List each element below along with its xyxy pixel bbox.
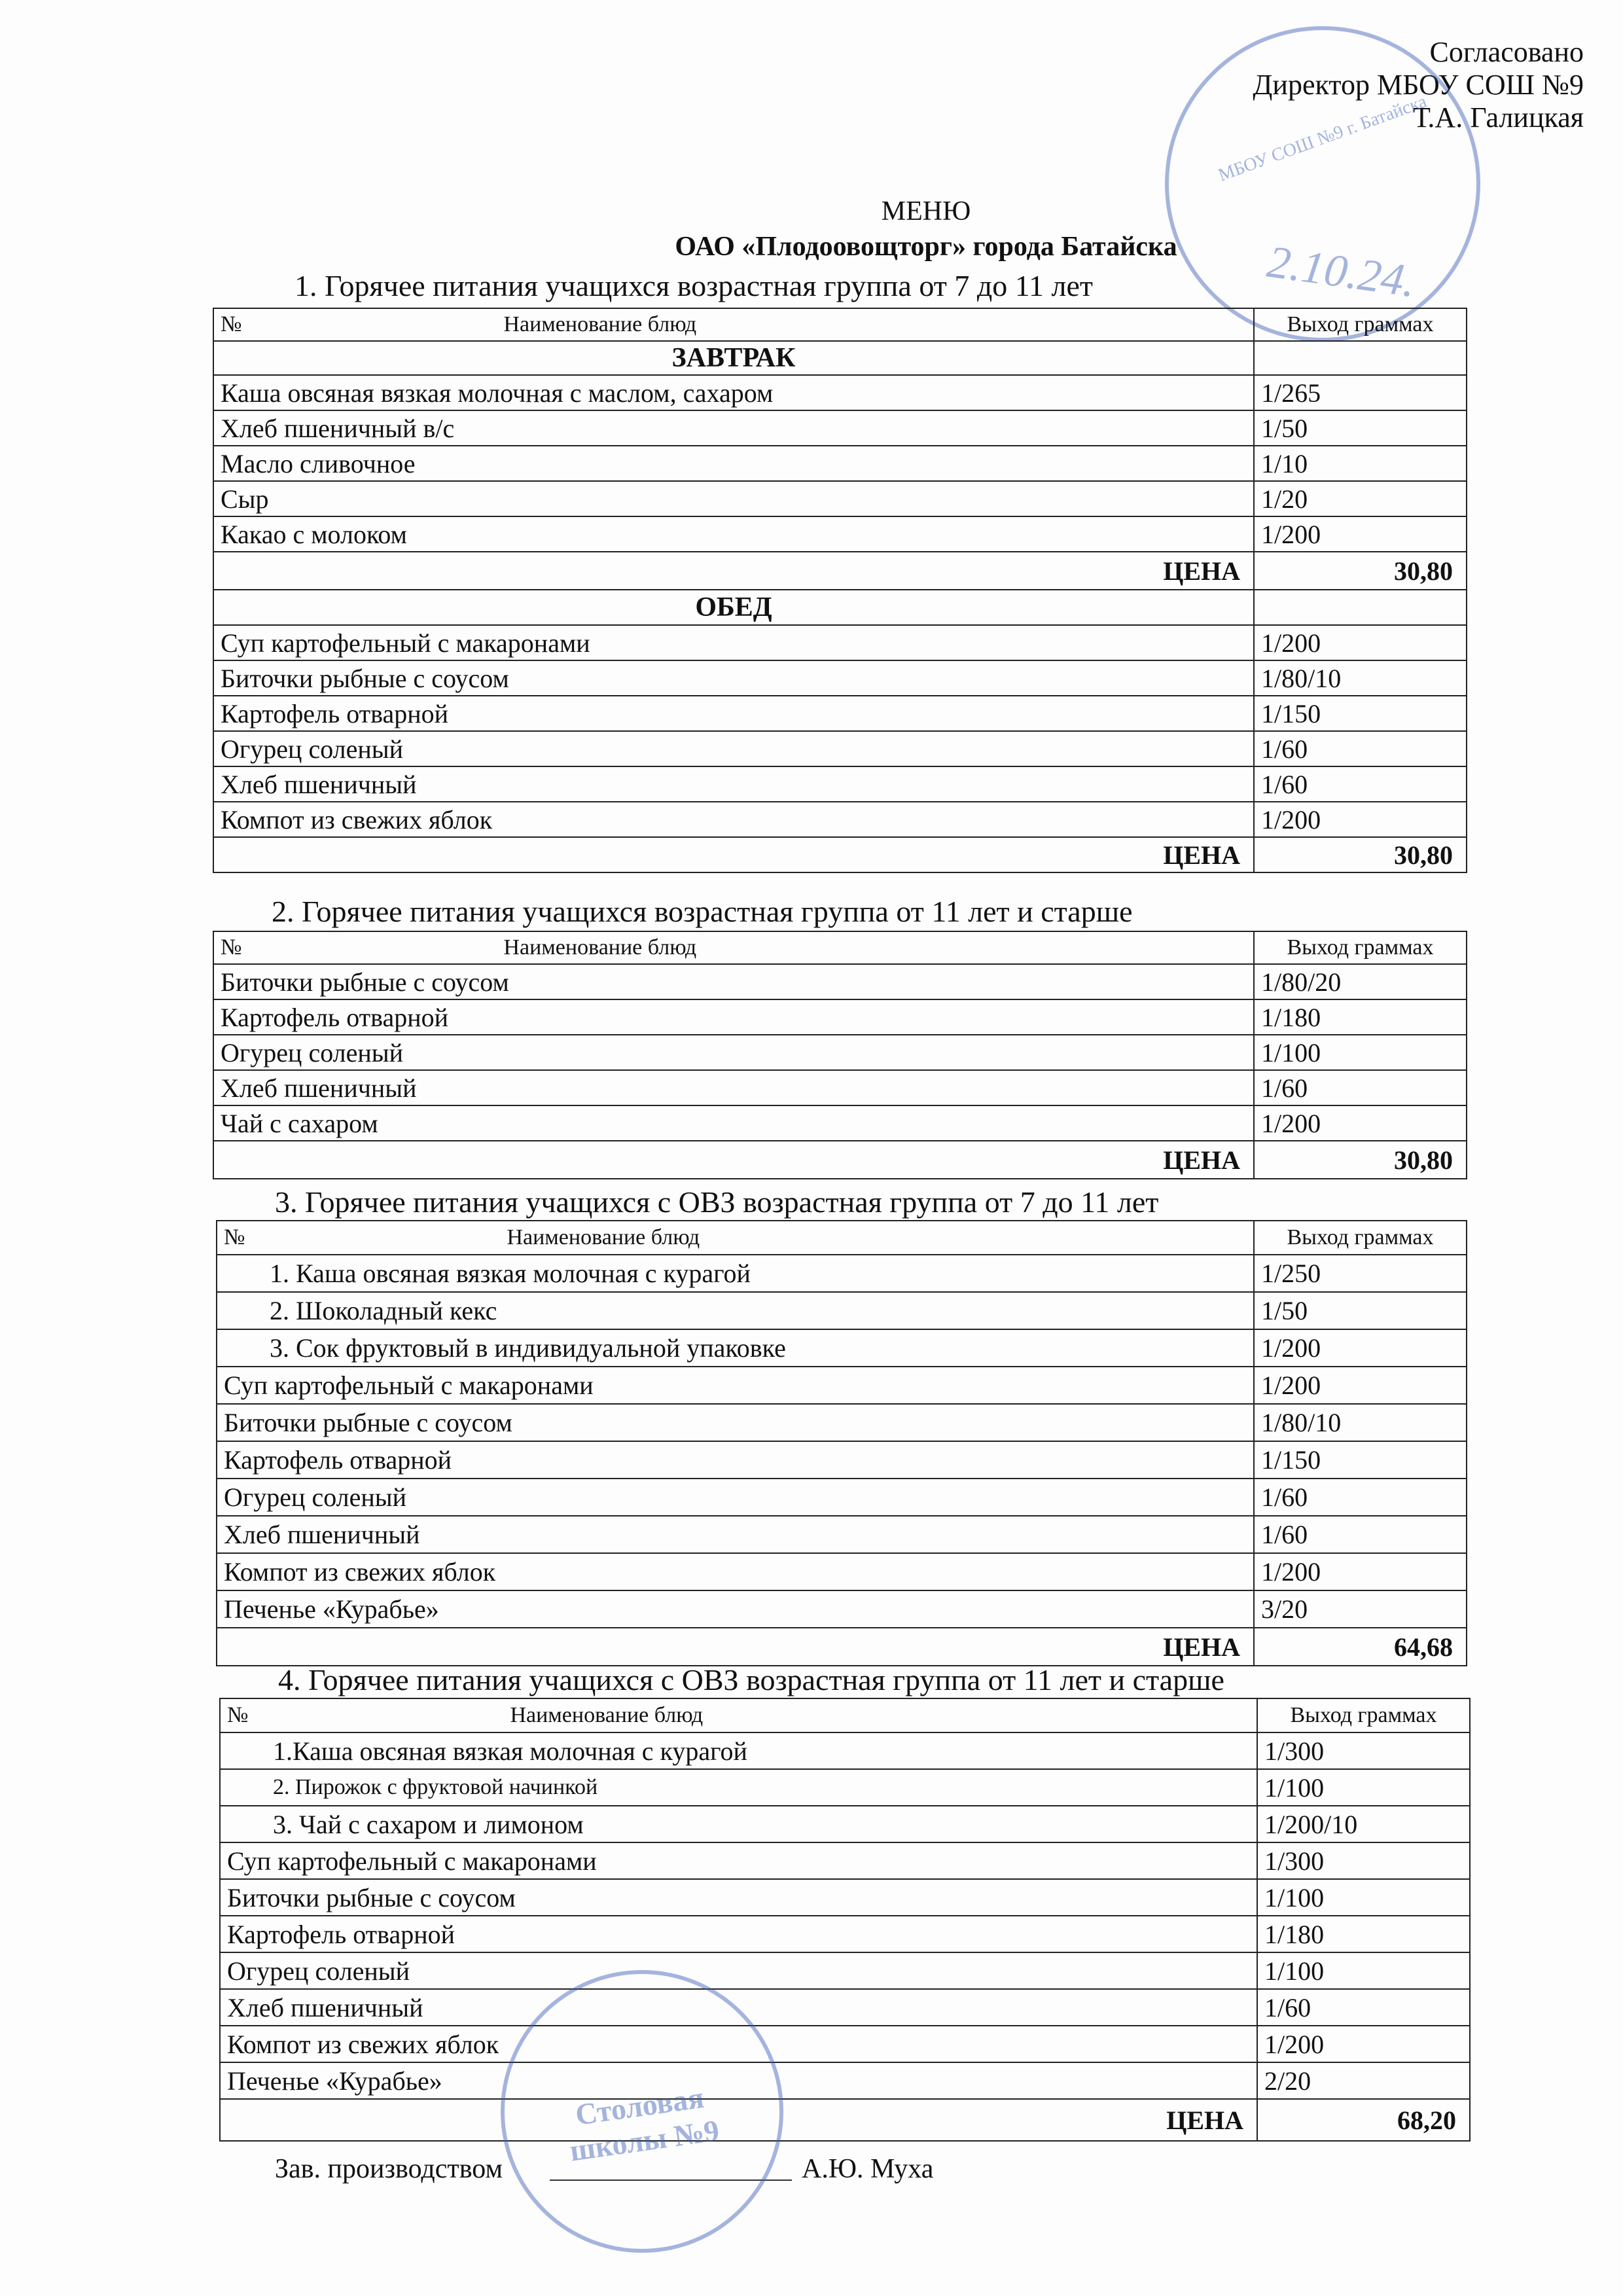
dish-output: 1/300 (1257, 1842, 1470, 1879)
dish-output: 1/150 (1254, 696, 1467, 731)
table-row (213, 481, 1467, 516)
dish-output: 3/20 (1254, 1590, 1467, 1628)
stamp-top-text: МБОУ СОШ №9 г. Батайска (1215, 91, 1430, 186)
dish-name: Огурец соленый (213, 731, 1254, 766)
stamp-date: 2.10.24. (1264, 236, 1419, 308)
dish-name: Биточки рыбные с соусом (213, 660, 1254, 696)
dish-output: 1/250 (1254, 1255, 1467, 1292)
dish-output: 1/50 (1254, 410, 1467, 446)
dish-output: 1/200 (1254, 1105, 1467, 1141)
table-row (213, 516, 1467, 552)
dish-name: Картофель отварной (213, 696, 1254, 731)
col-out: Выход граммах (1254, 931, 1467, 964)
table-header (213, 308, 1467, 341)
dish-name: Сыр (213, 481, 1254, 516)
dish-output: 1/10 (1254, 446, 1467, 481)
page-title: МЕНЮ (881, 196, 971, 226)
table-row (220, 1916, 1470, 1952)
dish-output: 1/200 (1254, 1367, 1467, 1404)
table-row (213, 964, 1467, 999)
breakfast-row (213, 341, 1467, 375)
table-row (220, 2026, 1470, 2062)
canteen-stamp-bottom (501, 1970, 783, 2253)
dish-name: Биточки рыбные с соусом (213, 964, 1254, 999)
dish-output: 1/50 (1254, 1292, 1467, 1329)
table-row (217, 1329, 1467, 1367)
breakfast-label: ЗАВТРАК (213, 341, 1254, 375)
price-label: ЦЕНА (217, 1628, 1254, 1666)
price-row (213, 837, 1467, 872)
table-row (213, 625, 1467, 660)
table-row (213, 766, 1467, 802)
table-header (213, 931, 1467, 964)
price-label: ЦЕНА (213, 837, 1254, 872)
table-row (220, 1842, 1470, 1879)
price-label: ЦЕНА (213, 552, 1254, 590)
col-num: № (221, 312, 242, 336)
col-name: Наименование блюд (510, 1703, 704, 1727)
lunch-label: ОБЕД (213, 590, 1254, 625)
col-name: Наименование блюд (507, 1225, 700, 1249)
table-row (213, 410, 1467, 446)
dish-output: 1/150 (1254, 1441, 1467, 1479)
dish-name: Каша овсяная вязкая молочная с маслом, сахаром (213, 375, 1254, 410)
dish-name: Печенье «Курабье» (220, 2062, 1257, 2099)
dish-output: 1/200 (1254, 516, 1467, 552)
lunch-row (213, 590, 1467, 625)
table-row (217, 1553, 1467, 1590)
dish-output: 1/80/20 (1254, 964, 1467, 999)
table-row (217, 1404, 1467, 1441)
dish-name: 1.Каша овсяная вязкая молочная с курагой (220, 1732, 1257, 1769)
table-row (217, 1516, 1467, 1553)
table-row (217, 1479, 1467, 1516)
col-num: № (224, 1225, 245, 1249)
menu-table-1 (213, 308, 1467, 873)
dish-output: 1/100 (1257, 1879, 1470, 1916)
table-row (220, 1769, 1470, 1806)
section-4-title: 4. Горячее питания учащихся с ОВЗ возрастная группа от 11 лет и старше (278, 1663, 1224, 1696)
table-row (220, 1879, 1470, 1916)
price-row (220, 2099, 1470, 2141)
col-out: Выход граммах (1254, 1221, 1467, 1255)
table-row (217, 1292, 1467, 1329)
dish-name: Огурец соленый (217, 1479, 1254, 1516)
dish-output: 1/100 (1257, 1769, 1470, 1806)
table-row (213, 660, 1467, 696)
dish-name: Чай с сахаром (213, 1105, 1254, 1141)
dish-output: 1/200 (1254, 1329, 1467, 1367)
table-row (213, 999, 1467, 1035)
section-3-title: 3. Горячее питания учащихся с ОВЗ возрастная группа от 7 до 11 лет (275, 1185, 1159, 1219)
dish-name: Картофель отварной (220, 1916, 1257, 1952)
dish-name: Суп картофельный с макаронами (217, 1367, 1254, 1404)
dish-name: Компот из свежих яблок (213, 802, 1254, 837)
table-header (220, 1698, 1470, 1732)
dish-output: 1/60 (1254, 1479, 1467, 1516)
dish-output: 1/300 (1257, 1732, 1470, 1769)
price-row (213, 552, 1467, 590)
dish-name: Биточки рыбные с соусом (220, 1879, 1257, 1916)
dish-output: 1/180 (1257, 1916, 1470, 1952)
table-row (213, 375, 1467, 410)
col-out: Выход граммах (1257, 1698, 1470, 1732)
table-row (220, 1952, 1470, 1989)
col-name: Наименование блюд (503, 935, 697, 960)
dish-name: Картофель отварной (213, 999, 1254, 1035)
stamp-bottom-text: Столовая школы №9 (567, 2080, 721, 2168)
section-1-title: 1. Горячее питания учащихся возрастная группа от 7 до 11 лет (294, 269, 1094, 302)
table-row (217, 1441, 1467, 1479)
dish-name: Какао с молоком (213, 516, 1254, 552)
table-row (217, 1367, 1467, 1404)
price-value: 30,80 (1254, 837, 1467, 872)
dish-output: 1/200/10 (1257, 1806, 1470, 1842)
dish-name: Хлеб пшеничный (213, 766, 1254, 802)
dish-output: 1/60 (1254, 731, 1467, 766)
price-row (213, 1141, 1467, 1179)
dish-output: 1/60 (1257, 1989, 1470, 2026)
dish-output: 1/60 (1254, 1516, 1467, 1553)
dish-name: Хлеб пшеничный (217, 1516, 1254, 1553)
table-row (220, 1806, 1470, 1842)
price-label: ЦЕНА (220, 2099, 1257, 2141)
table-row (213, 696, 1467, 731)
dish-name: 3. Сок фруктовый в индивидуальной упаковке (217, 1329, 1254, 1367)
dish-output: 1/60 (1254, 1070, 1467, 1105)
dish-name: Картофель отварной (217, 1441, 1254, 1479)
dish-output: 1/200 (1254, 625, 1467, 660)
dish-output: 1/80/10 (1254, 660, 1467, 696)
dish-name: 1. Каша овсяная вязкая молочная с курагой (217, 1255, 1254, 1292)
section-2-title: 2. Горячее питания учащихся возрастная группа от 11 лет и старше (272, 895, 1133, 928)
menu-table-3 (216, 1220, 1467, 1666)
footer-role: Зав. производством (275, 2154, 503, 2184)
table-row (213, 1105, 1467, 1141)
dish-output: 1/200 (1254, 802, 1467, 837)
dish-name: Масло сливочное (213, 446, 1254, 481)
footer-name: А.Ю. Муха (802, 2154, 934, 2184)
dish-name: Печенье «Курабье» (217, 1590, 1254, 1628)
price-row (217, 1628, 1467, 1666)
dish-output: 1/60 (1254, 766, 1467, 802)
dish-name: 3. Чай с сахаром и лимоном (220, 1806, 1257, 1842)
dish-output: 1/20 (1254, 481, 1467, 516)
dish-output: 1/100 (1254, 1035, 1467, 1070)
dish-name: Хлеб пшеничный (213, 1070, 1254, 1105)
dish-name: Хлеб пшеничный в/с (213, 410, 1254, 446)
price-value: 30,80 (1254, 552, 1467, 590)
dish-name: 2. Шоколадный кекс (217, 1292, 1254, 1329)
dish-name: Огурец соленый (220, 1952, 1257, 1989)
dish-name: Компот из свежих яблок (220, 2026, 1257, 2062)
col-name: Наименование блюд (503, 312, 697, 336)
table-row (220, 1989, 1470, 2026)
school-stamp-top (1165, 26, 1480, 342)
table-row (213, 802, 1467, 837)
menu-table-2 (213, 931, 1467, 1179)
dish-name: Суп картофельный с макаронами (213, 625, 1254, 660)
table-row (220, 2062, 1470, 2099)
approval-line-3: Т.А. Галицкая (1412, 101, 1584, 134)
table-header (217, 1221, 1467, 1255)
table-row (213, 1070, 1467, 1105)
dish-output: 2/20 (1257, 2062, 1470, 2099)
dish-output: 1/200 (1254, 1553, 1467, 1590)
price-value: 64,68 (1254, 1628, 1467, 1666)
dish-name: Хлеб пшеничный (220, 1989, 1257, 2026)
dish-output: 1/180 (1254, 999, 1467, 1035)
table-row (217, 1255, 1467, 1292)
price-value: 30,80 (1254, 1141, 1467, 1179)
organization: ОАО «Плодоовощторг» города Батайска (675, 232, 1177, 262)
dish-name: Компот из свежих яблок (217, 1553, 1254, 1590)
dish-name: 2. Пирожок с фруктовой начинкой (220, 1769, 1257, 1806)
dish-name: Огурец соленый (213, 1035, 1254, 1070)
table-row (213, 1035, 1467, 1070)
dish-output: 1/80/10 (1254, 1404, 1467, 1441)
table-row (213, 446, 1467, 481)
price-value: 68,20 (1257, 2099, 1470, 2141)
dish-name: Биточки рыбные с соусом (217, 1404, 1254, 1441)
table-row (217, 1590, 1467, 1628)
table-row (213, 731, 1467, 766)
menu-table-4 (219, 1698, 1471, 2142)
dish-name: Суп картофельный с макаронами (220, 1842, 1257, 1879)
col-out: Выход граммах (1254, 308, 1467, 341)
approval-line-1: Согласовано (1429, 36, 1584, 68)
price-label: ЦЕНА (213, 1141, 1254, 1179)
table-row (220, 1732, 1470, 1769)
approval-line-2: Директор МБОУ СОШ №9 (1253, 69, 1584, 101)
dish-output: 1/100 (1257, 1952, 1470, 1989)
dish-output: 1/200 (1257, 2026, 1470, 2062)
col-num: № (221, 935, 242, 960)
dish-output: 1/265 (1254, 375, 1467, 410)
col-num: № (227, 1703, 249, 1727)
